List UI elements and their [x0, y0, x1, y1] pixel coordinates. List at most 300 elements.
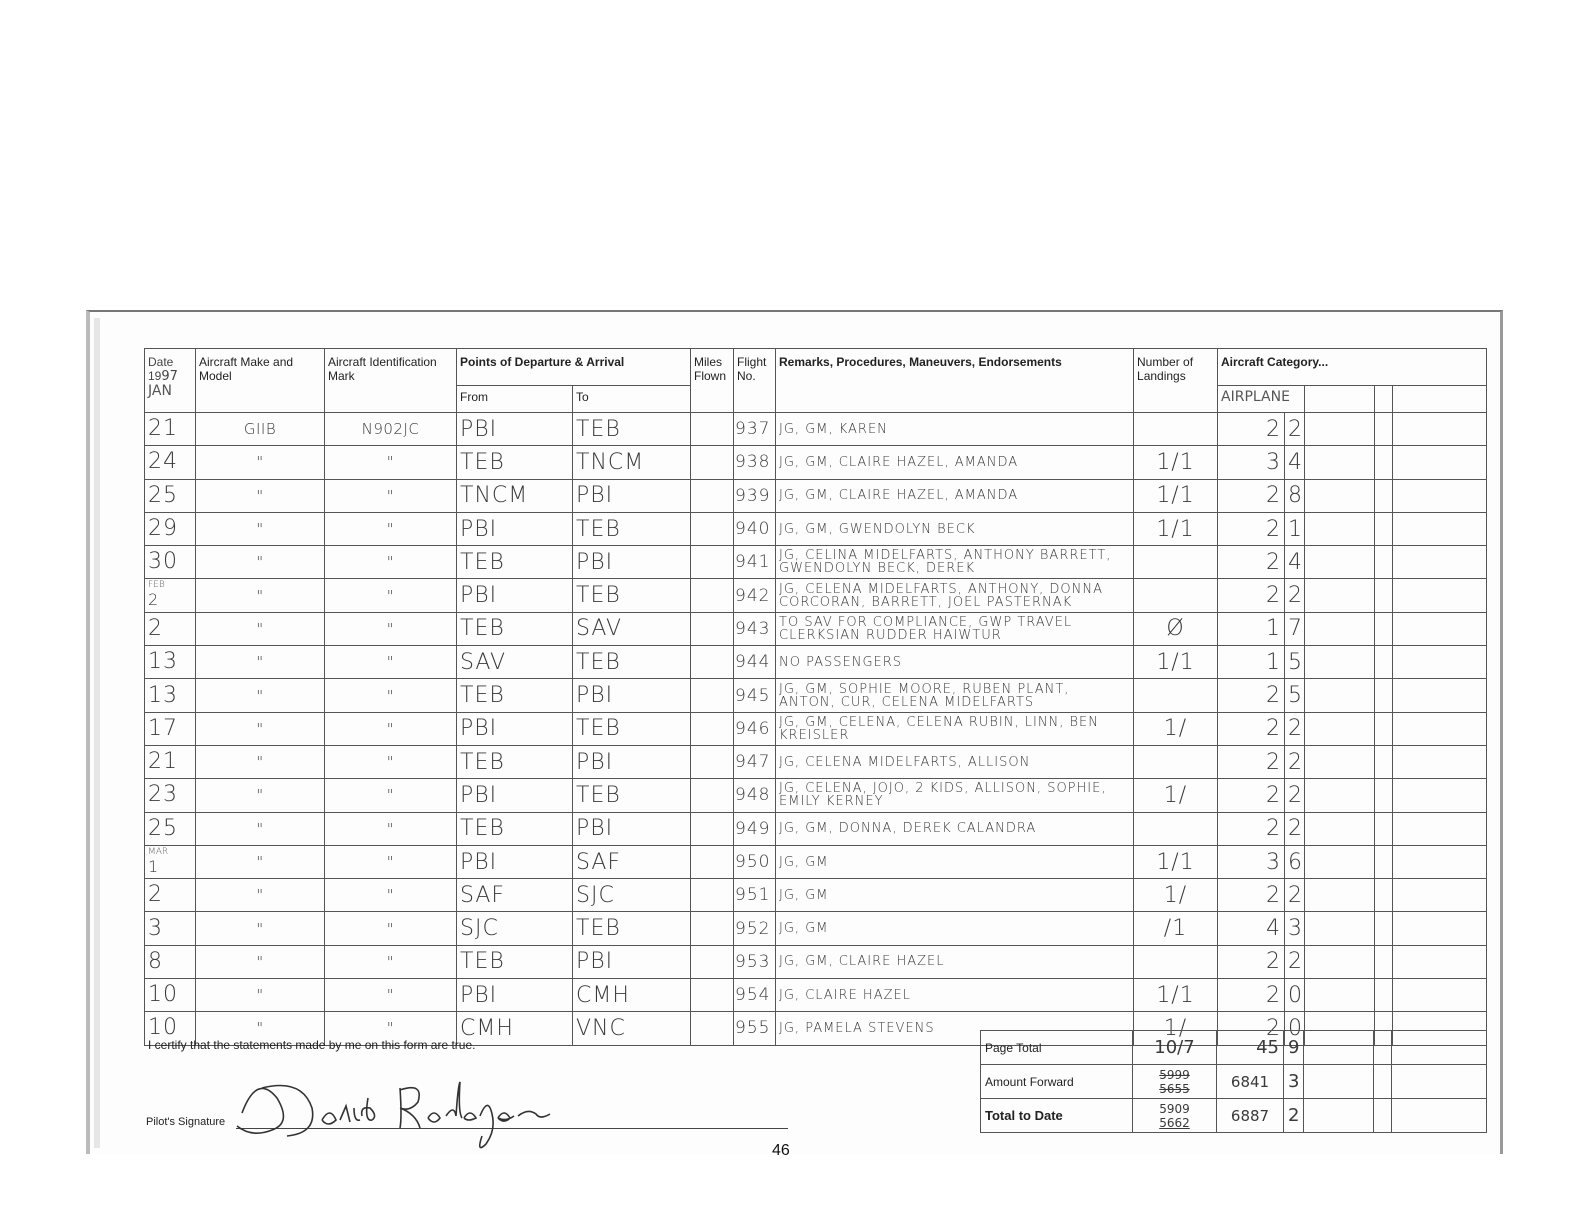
make-cell: " — [196, 679, 325, 712]
tenths-cell: 0 — [1285, 1012, 1305, 1045]
points-header: Points of Departure & Arrival — [457, 349, 691, 386]
flight-cell: 953 — [734, 945, 776, 978]
to-cell: PBI — [573, 812, 691, 845]
remarks-cell: JG, CELENA MIDELFARTS, ALLISON — [776, 745, 1134, 778]
ident-cell: " — [325, 845, 457, 878]
tenths-cell: 5 — [1285, 646, 1305, 679]
remarks-cell: JG, GM, GWENDOLYN BECK — [776, 512, 1134, 545]
from-cell: PBI — [457, 979, 573, 1012]
blank2-cell — [1375, 646, 1393, 679]
date-cell — [145, 979, 196, 1012]
tenths-cell: 6 — [1285, 845, 1305, 878]
flight-cell: 949 — [734, 812, 776, 845]
total-to-date-tenths: 2 — [1284, 1099, 1304, 1133]
blank3-cell — [1393, 945, 1487, 978]
blank1-cell — [1305, 646, 1375, 679]
remarks-cell: JG, GM, KAREN — [776, 413, 1134, 446]
amount-forward-label: Amount Forward — [981, 1065, 1133, 1099]
remarks-cell: JG, GM, CLAIRE HAZEL, AMANDA — [776, 479, 1134, 512]
date-cell — [145, 646, 196, 679]
landings-cell: 1/1 — [1134, 845, 1218, 878]
hours-cell: 2 — [1218, 779, 1285, 812]
day-value: 21 — [148, 416, 178, 442]
month-mark-header: JAN — [148, 383, 172, 399]
make-cell: " — [196, 646, 325, 679]
blank3-cell — [1393, 479, 1487, 512]
day-value: 2 — [148, 882, 163, 908]
day-value: 2 — [148, 590, 160, 610]
flight-cell: 955 — [734, 1012, 776, 1045]
landings-cell: 1/1 — [1134, 646, 1218, 679]
total-to-date-landings-top: 5909 — [1159, 1101, 1190, 1116]
landings-cell — [1134, 745, 1218, 778]
miles-cell — [691, 845, 734, 878]
miles-cell — [691, 812, 734, 845]
to-cell: TNCM — [573, 446, 691, 479]
flight-cell: 947 — [734, 745, 776, 778]
from-cell: TEB — [457, 945, 573, 978]
blank2-cell — [1375, 912, 1393, 945]
from-cell: PBI — [457, 579, 573, 612]
day-value: 30 — [148, 549, 178, 575]
date-cell — [145, 879, 196, 912]
from-cell: TEB — [457, 745, 573, 778]
table-row — [145, 546, 1487, 579]
make-cell: " — [196, 912, 325, 945]
date-cell — [145, 679, 196, 712]
table-row — [145, 945, 1487, 978]
miles-cell — [691, 646, 734, 679]
date-cell — [145, 413, 196, 446]
day-value: 25 — [148, 482, 178, 508]
ident-cell: " — [325, 446, 457, 479]
table-row — [145, 812, 1487, 845]
date-cell — [145, 479, 196, 512]
blank2-cell — [1375, 945, 1393, 978]
hours-cell: 2 — [1218, 712, 1285, 745]
make-cell: GIIB — [196, 413, 325, 446]
signature-text: David Rodgers — [232, 1068, 239, 1069]
remarks-cell: NO PASSENGERS — [776, 646, 1134, 679]
flight-cell: 940 — [734, 512, 776, 545]
remarks-cell: JG, GM — [776, 879, 1134, 912]
blank2-cell — [1375, 779, 1393, 812]
remarks-cell: JG, PAMELA STEVENS — [776, 1012, 1134, 1045]
remarks-cell: JG, GM — [776, 845, 1134, 878]
hours-cell: 1 — [1218, 612, 1285, 645]
table-row — [145, 413, 1487, 446]
make-cell: " — [196, 546, 325, 579]
blank3-cell — [1393, 779, 1487, 812]
certification-text: I certify that the statements made by me on this form are true. — [148, 1038, 476, 1052]
total-to-date-landings-bottom: 5662 — [1159, 1115, 1190, 1130]
landings-cell: 1/1 — [1134, 512, 1218, 545]
tenths-cell: 2 — [1285, 413, 1305, 446]
flight-header: Flight No. — [734, 349, 776, 413]
from-cell: PBI — [457, 712, 573, 745]
to-cell: TEB — [573, 912, 691, 945]
day-value: 1 — [148, 856, 160, 876]
to-cell: TEB — [573, 579, 691, 612]
remarks-header: Remarks, Procedures, Maneuvers, Endorsements — [776, 349, 1134, 413]
logbook-table — [144, 348, 1487, 1046]
to-cell: TEB — [573, 779, 691, 812]
landings-cell: 1/ — [1134, 1012, 1218, 1045]
tenths-cell: 2 — [1285, 812, 1305, 845]
page-total-tenths: 9 — [1284, 1031, 1304, 1065]
hours-cell: 2 — [1218, 945, 1285, 978]
to-cell: PBI — [573, 679, 691, 712]
table-row — [145, 446, 1487, 479]
date-cell — [145, 912, 196, 945]
hours-cell: 2 — [1218, 745, 1285, 778]
ident-cell: " — [325, 646, 457, 679]
tenths-cell: 4 — [1285, 446, 1305, 479]
blank1-cell — [1305, 712, 1375, 745]
category-subheader: AIRPLANE — [1218, 386, 1305, 413]
remarks-cell: JG, CELINA MIDELFARTS, ANTHONY BARRETT, GWENDOLYN BECK, DEREK — [776, 546, 1134, 579]
blank2-cell — [1375, 413, 1393, 446]
blank2-cell — [1375, 845, 1393, 878]
from-cell: CMH — [457, 1012, 573, 1045]
hours-cell: 2 — [1218, 679, 1285, 712]
tenths-cell: 1 — [1285, 512, 1305, 545]
flight-cell: 944 — [734, 646, 776, 679]
flight-cell: 937 — [734, 413, 776, 446]
date-cell — [145, 745, 196, 778]
tenths-cell: 7 — [1285, 612, 1305, 645]
blank1-cell — [1305, 979, 1375, 1012]
table-row — [145, 646, 1487, 679]
date-cell — [145, 579, 196, 612]
day-value: 29 — [148, 516, 178, 542]
blank3-cell — [1393, 546, 1487, 579]
remarks-cell: JG, GM, CLAIRE HAZEL, AMANDA — [776, 446, 1134, 479]
tenths-cell: 0 — [1285, 979, 1305, 1012]
ident-cell: " — [325, 612, 457, 645]
miles-cell — [691, 546, 734, 579]
blank2-cell — [1375, 745, 1393, 778]
blank2-cell — [1375, 612, 1393, 645]
amount-forward-hours: 6841 — [1217, 1065, 1284, 1099]
category-blank-3 — [1393, 386, 1487, 413]
hours-cell: 2 — [1218, 413, 1285, 446]
make-cell: " — [196, 879, 325, 912]
signature-label: Pilot's Signature — [146, 1116, 226, 1128]
from-cell: TEB — [457, 612, 573, 645]
ident-cell: N902JC — [325, 413, 457, 446]
amount-forward-landings — [1133, 1065, 1217, 1099]
make-cell: " — [196, 612, 325, 645]
hours-cell: 2 — [1218, 512, 1285, 545]
ident-cell: " — [325, 546, 457, 579]
flight-cell: 941 — [734, 546, 776, 579]
from-cell: TNCM — [457, 479, 573, 512]
from-cell: SAF — [457, 879, 573, 912]
make-cell: " — [196, 812, 325, 845]
miles-cell — [691, 779, 734, 812]
ident-cell: " — [325, 479, 457, 512]
miles-cell — [691, 612, 734, 645]
blank1-cell — [1305, 579, 1375, 612]
blank3-cell — [1393, 512, 1487, 545]
remarks-cell: JG, GM, DONNA, DEREK CALANDRA — [776, 812, 1134, 845]
hours-cell: 1 — [1218, 646, 1285, 679]
blank1-cell — [1305, 479, 1375, 512]
hours-cell: 2 — [1218, 812, 1285, 845]
table-row — [145, 879, 1487, 912]
blank1-cell — [1305, 779, 1375, 812]
blank3-cell — [1393, 712, 1487, 745]
to-cell: TEB — [573, 512, 691, 545]
date-label: Date — [148, 355, 174, 369]
day-value: 8 — [148, 948, 163, 974]
blank1-cell — [1305, 546, 1375, 579]
date-cell — [145, 446, 196, 479]
ident-cell: " — [325, 512, 457, 545]
day-value: 2 — [148, 615, 163, 641]
date-cell — [145, 712, 196, 745]
hours-cell: 2 — [1218, 979, 1285, 1012]
from-cell: PBI — [457, 779, 573, 812]
to-cell: PBI — [573, 945, 691, 978]
to-cell: TEB — [573, 646, 691, 679]
page-binding-edge — [94, 318, 100, 1148]
to-cell: TEB — [573, 712, 691, 745]
make-cell: " — [196, 446, 325, 479]
to-cell: SJC — [573, 879, 691, 912]
ident-cell: " — [325, 912, 457, 945]
miles-cell — [691, 1012, 734, 1045]
landings-cell: 1/ — [1134, 712, 1218, 745]
year-prefix: 19 — [148, 369, 162, 383]
page-number: 46 — [772, 1142, 790, 1159]
total-to-date-hours: 6887 — [1217, 1099, 1284, 1133]
miles-cell — [691, 745, 734, 778]
landings-cell: Ø — [1134, 612, 1218, 645]
flight-cell: 938 — [734, 446, 776, 479]
flight-cell: 952 — [734, 912, 776, 945]
blank2-cell — [1375, 446, 1393, 479]
day-value: 25 — [148, 815, 178, 841]
blank2-cell — [1375, 579, 1393, 612]
make-cell: " — [196, 712, 325, 745]
to-cell: TEB — [573, 413, 691, 446]
make-cell: " — [196, 512, 325, 545]
category-header: Aircraft Category... — [1218, 349, 1487, 386]
landings-cell — [1134, 679, 1218, 712]
blank2-cell — [1375, 479, 1393, 512]
blank3-cell — [1393, 679, 1487, 712]
page-total-label: Page Total — [981, 1031, 1133, 1065]
to-cell: PBI — [573, 546, 691, 579]
page-total-landings: 10/7 — [1133, 1031, 1217, 1065]
miles-cell — [691, 413, 734, 446]
flight-cell: 945 — [734, 679, 776, 712]
table-row — [145, 712, 1487, 745]
category-blank-2 — [1375, 386, 1393, 413]
to-cell: PBI — [573, 479, 691, 512]
table-row — [145, 679, 1487, 712]
miles-cell — [691, 479, 734, 512]
flight-cell: 950 — [734, 845, 776, 878]
remarks-cell: JG, GM, CELENA, CELENA RUBIN, LINN, BEN KREISLER — [776, 712, 1134, 745]
tenths-cell: 2 — [1285, 879, 1305, 912]
tenths-cell: 3 — [1285, 912, 1305, 945]
date-cell — [145, 546, 196, 579]
table-row — [145, 579, 1487, 612]
from-cell: TEB — [457, 679, 573, 712]
table-row — [145, 912, 1487, 945]
from-header: From — [457, 386, 573, 413]
hours-cell: 2 — [1218, 1012, 1285, 1045]
miles-cell — [691, 912, 734, 945]
hours-cell: 2 — [1218, 546, 1285, 579]
table-row — [145, 612, 1487, 645]
miles-header: Miles Flown — [691, 349, 734, 413]
remarks-cell: JG, GM — [776, 912, 1134, 945]
day-value: 10 — [148, 1015, 178, 1041]
from-cell: SJC — [457, 912, 573, 945]
blank2-cell — [1375, 679, 1393, 712]
blank3-cell — [1393, 413, 1487, 446]
landings-cell — [1134, 546, 1218, 579]
ident-cell: " — [325, 679, 457, 712]
remarks-cell: JG, CLAIRE HAZEL — [776, 979, 1134, 1012]
blank1-cell — [1305, 446, 1375, 479]
blank2-cell — [1375, 979, 1393, 1012]
hours-cell: 3 — [1218, 446, 1285, 479]
ident-cell: " — [325, 712, 457, 745]
blank3-cell — [1393, 579, 1487, 612]
make-cell: " — [196, 945, 325, 978]
flight-cell: 951 — [734, 879, 776, 912]
tenths-cell: 4 — [1285, 546, 1305, 579]
day-value: 10 — [148, 982, 178, 1008]
blank1-cell — [1305, 679, 1375, 712]
landings-header: Number of Landings — [1134, 349, 1218, 413]
day-value: 24 — [148, 449, 178, 475]
hours-cell: 2 — [1218, 879, 1285, 912]
landings-cell — [1134, 413, 1218, 446]
flight-cell: 943 — [734, 612, 776, 645]
blank1-cell — [1305, 945, 1375, 978]
remarks-cell: JG, CELENA MIDELFARTS, ANTHONY, DONNA CORCORAN, BARRETT, JOEL PASTERNAK — [776, 579, 1134, 612]
landings-cell: 1/1 — [1134, 446, 1218, 479]
from-cell: TEB — [457, 812, 573, 845]
blank3-cell — [1393, 612, 1487, 645]
tenths-cell: 2 — [1285, 712, 1305, 745]
tenths-cell: 2 — [1285, 779, 1305, 812]
tenths-cell: 2 — [1285, 945, 1305, 978]
blank1-cell — [1305, 912, 1375, 945]
landings-cell — [1134, 945, 1218, 978]
ident-cell: " — [325, 779, 457, 812]
blank1-cell — [1305, 612, 1375, 645]
blank3-cell — [1393, 646, 1487, 679]
from-cell: PBI — [457, 845, 573, 878]
ident-cell: " — [325, 579, 457, 612]
day-value: 23 — [148, 782, 178, 808]
from-cell: TEB — [457, 446, 573, 479]
blank2-cell — [1375, 512, 1393, 545]
make-cell: " — [196, 845, 325, 878]
tenths-cell: 8 — [1285, 479, 1305, 512]
remarks-cell: JG, GM, SOPHIE MOORE, RUBEN PLANT, ANTON, CUR, CELENA MIDELFARTS — [776, 679, 1134, 712]
ident-cell: " — [325, 1012, 457, 1045]
blank2-cell — [1375, 879, 1393, 912]
flight-cell: 954 — [734, 979, 776, 1012]
tenths-cell: 5 — [1285, 679, 1305, 712]
to-cell: VNC — [573, 1012, 691, 1045]
blank3-cell — [1393, 446, 1487, 479]
table-row — [145, 979, 1487, 1012]
hours-cell: 2 — [1218, 579, 1285, 612]
blank3-cell — [1393, 812, 1487, 845]
date-cell — [145, 512, 196, 545]
blank1-cell — [1305, 413, 1375, 446]
blank3-cell — [1393, 879, 1487, 912]
flight-cell: 948 — [734, 779, 776, 812]
to-cell: PBI — [573, 745, 691, 778]
landings-cell: 1/ — [1134, 879, 1218, 912]
landings-cell: 1/1 — [1134, 979, 1218, 1012]
blank1-cell — [1305, 879, 1375, 912]
miles-cell — [691, 879, 734, 912]
tenths-cell: 2 — [1285, 745, 1305, 778]
date-cell — [145, 945, 196, 978]
miles-cell — [691, 512, 734, 545]
make-cell: " — [196, 579, 325, 612]
table-row — [145, 845, 1487, 878]
miles-cell — [691, 679, 734, 712]
date-cell — [145, 612, 196, 645]
amount-forward-landings-top: 5999 — [1159, 1067, 1190, 1082]
amount-forward-landings-bottom: 5655 — [1159, 1081, 1190, 1096]
date-cell — [145, 779, 196, 812]
remarks-cell: JG, GM, CLAIRE HAZEL — [776, 945, 1134, 978]
make-cell: " — [196, 779, 325, 812]
miles-cell — [691, 945, 734, 978]
to-cell: SAF — [573, 845, 691, 878]
day-value: 17 — [148, 715, 178, 741]
flight-cell: 946 — [734, 712, 776, 745]
to-cell: SAV — [573, 612, 691, 645]
date-cell — [145, 812, 196, 845]
table-row — [145, 745, 1487, 778]
hours-cell: 4 — [1218, 912, 1285, 945]
aircraft-id-header: Aircraft Identification Mark — [325, 349, 457, 413]
ident-cell: " — [325, 979, 457, 1012]
table-row — [145, 512, 1487, 545]
month-mark: MAR — [148, 846, 169, 857]
ident-cell: " — [325, 745, 457, 778]
from-cell: TEB — [457, 546, 573, 579]
total-to-date-label: Total to Date — [981, 1099, 1133, 1133]
table-row — [145, 779, 1487, 812]
amount-forward-tenths: 3 — [1284, 1065, 1304, 1099]
page-total-hours: 45 — [1217, 1031, 1284, 1065]
miles-cell — [691, 979, 734, 1012]
day-value: 13 — [148, 649, 178, 675]
day-value: 3 — [148, 915, 163, 941]
ident-cell: " — [325, 879, 457, 912]
totals-table — [980, 1030, 1487, 1133]
landings-cell — [1134, 579, 1218, 612]
make-cell: " — [196, 479, 325, 512]
to-cell: CMH — [573, 979, 691, 1012]
miles-cell — [691, 446, 734, 479]
